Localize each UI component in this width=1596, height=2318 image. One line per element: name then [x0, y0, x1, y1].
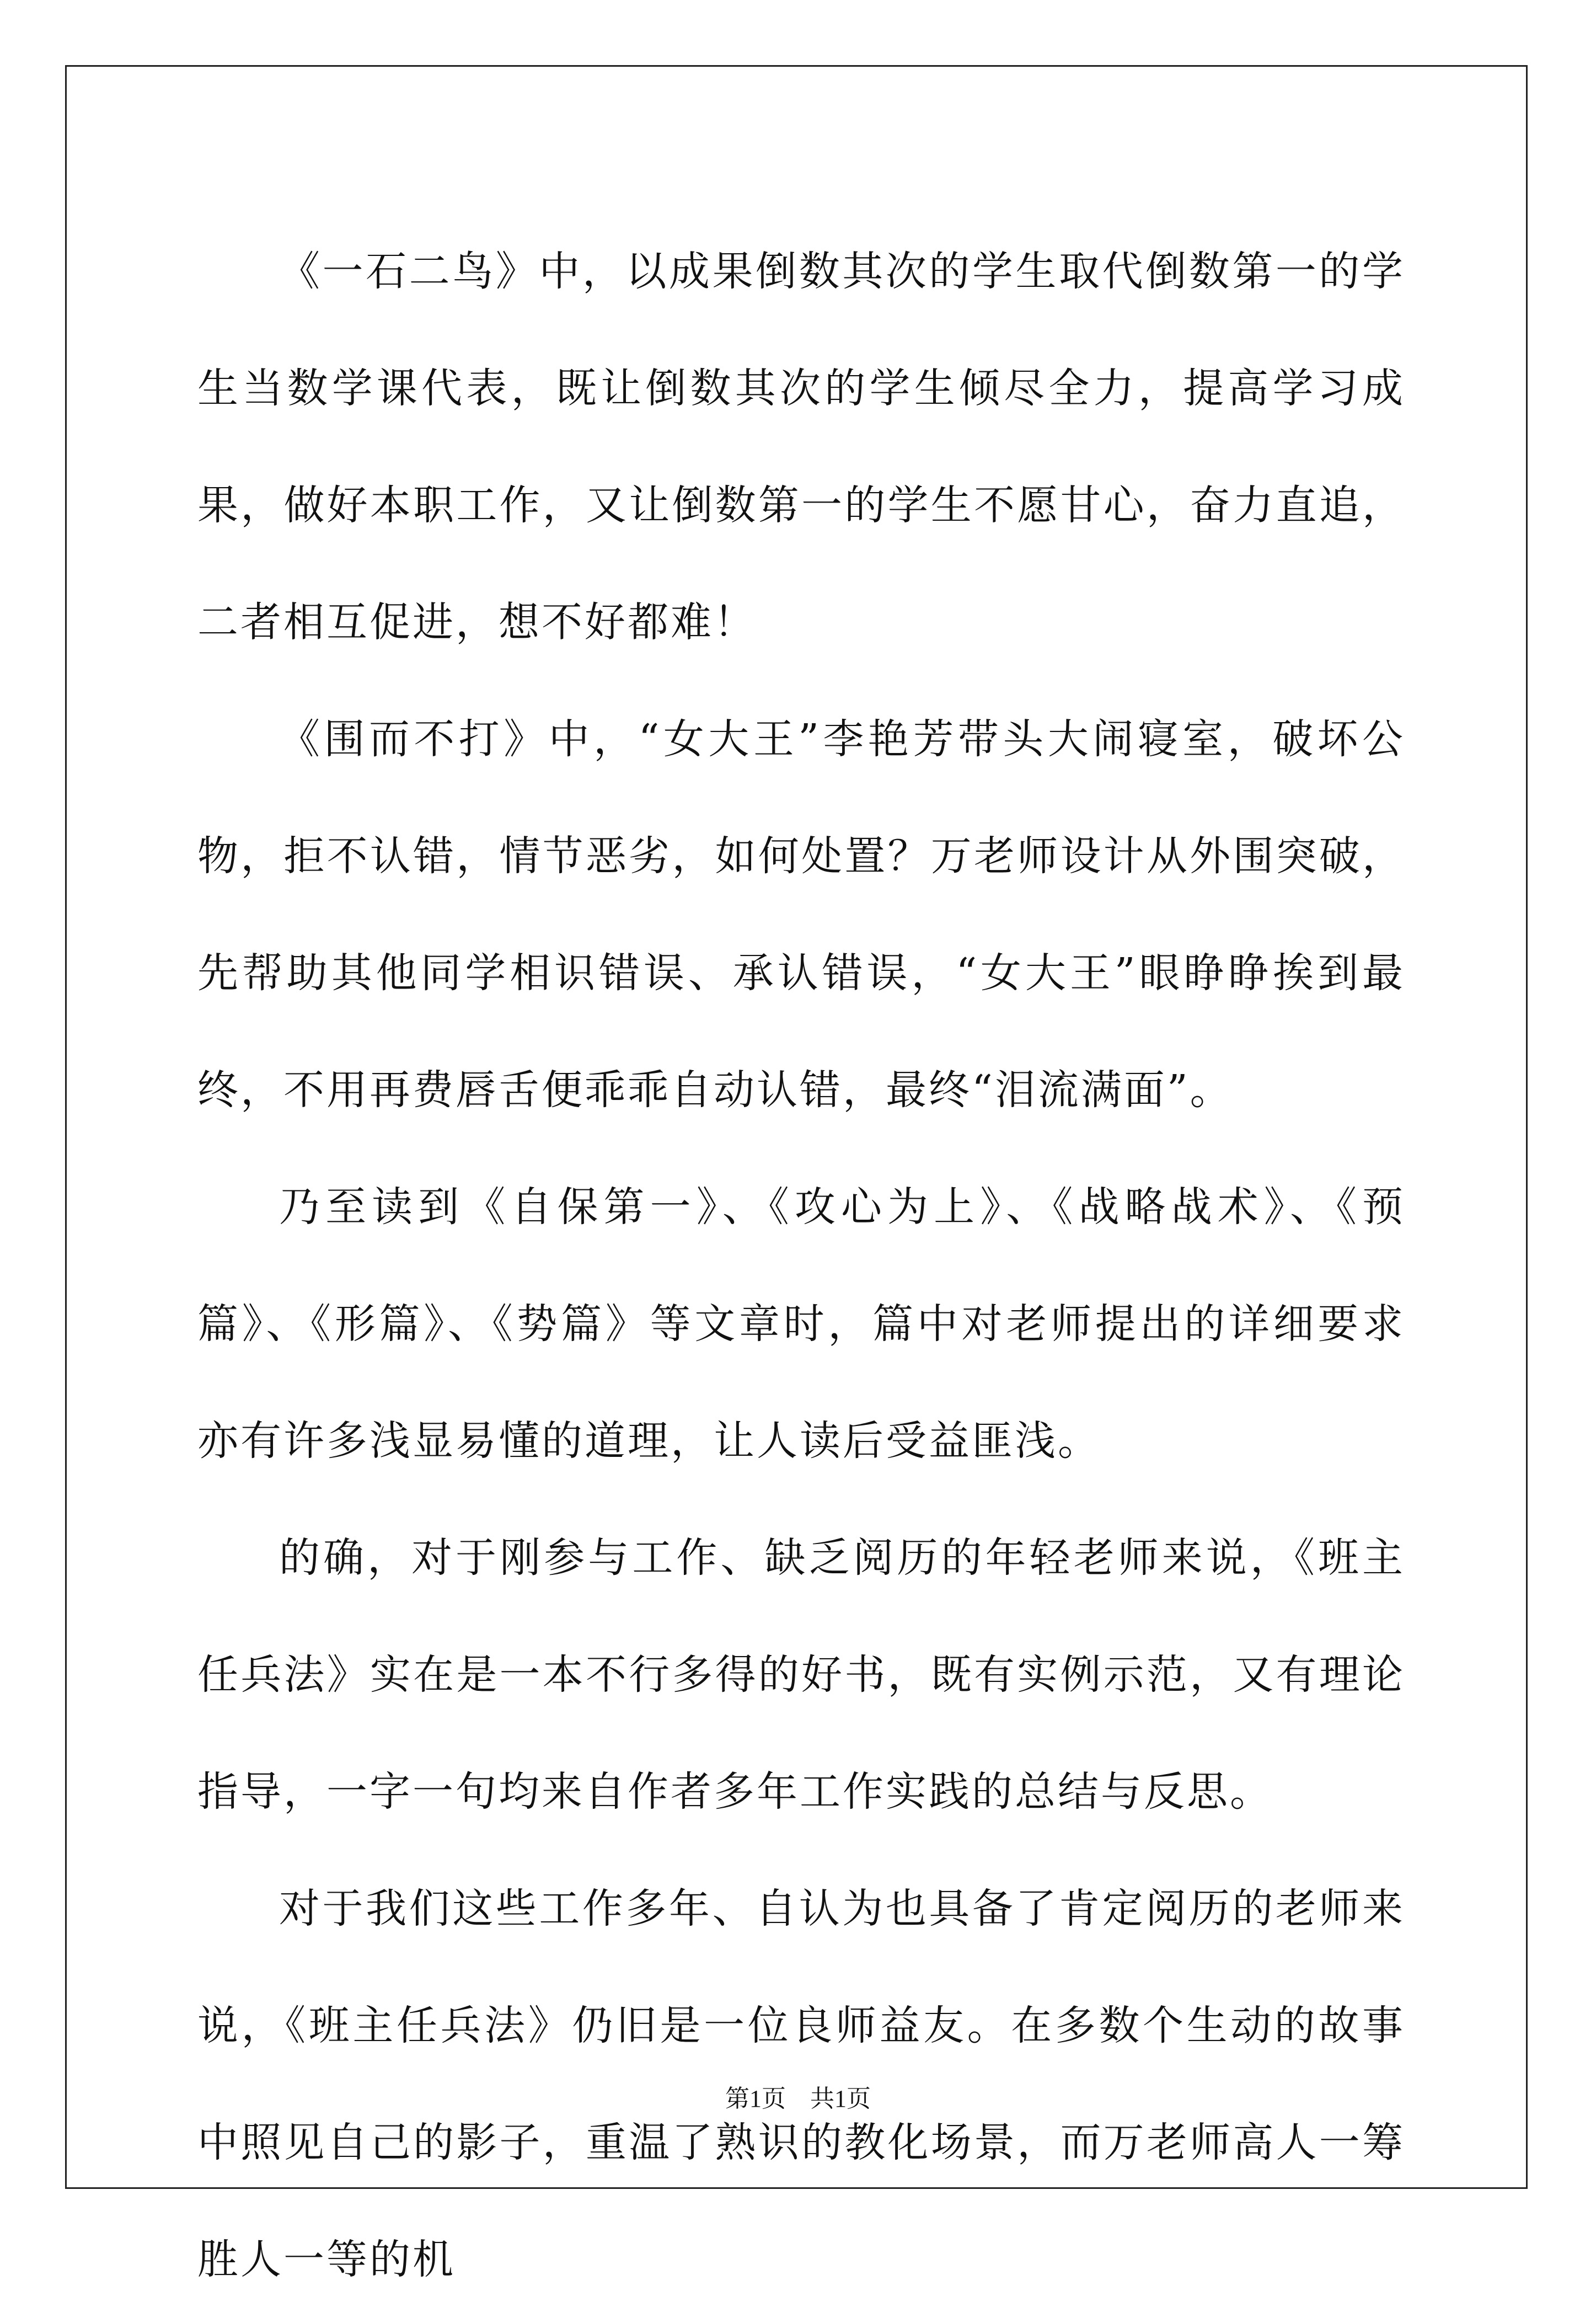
paragraph: 乃至读到《自保第一》、《攻心为上》、《战略战术》、《预篇》、《形篇》、《势篇》等文章时，篇中对老师提出的详细要求亦有许多浅显易懂的道理，让人读后受益匪浅。 [197, 1183, 1405, 1465]
paragraph: 的确，对于刚参与工作、缺乏阅历的年轻老师来说，《班主任兵法》实在是一本不行多得的好书，既有实例示范，又有理论指导，一字一句均来自作者多年工作实践的总结与反思。 [197, 1534, 1405, 1815]
document-body [197, 213, 1405, 2318]
paragraph: 对于我们这些工作多年、自认为也具备了肯定阅历的老师来说，《班主任兵法》仍旧是一位良师益友。在多数个生动的故事中照见自己的影子，重温了熟识的教化场景，而万老师高人一筹胜人一等的机 [197, 1885, 1405, 2283]
paragraph: 《一石二鸟》中，以成果倒数其次的学生取代倒数第一的学生当数学课代表，既让倒数其次的学生倾尽全力，提高学习成果，做好本职工作，又让倒数第一的学生不愿甘心，奋力直追，二者相互促进，想不好都难！ [197, 248, 1405, 646]
paragraph: 《围而不打》中，“女大王”李艳芳带头大闹寝室，破坏公物，拒不认错，情节恶劣，如何处置？万老师设计从外围突破，先帮助其他同学相识错误、承认错误，“女大王”眼睁睁挨到最终，不用再费唇舌便乖乖自动认错，最终“泪流满面”。 [197, 715, 1405, 1114]
page-footer: 第1页 共1页 [725, 2085, 871, 2112]
